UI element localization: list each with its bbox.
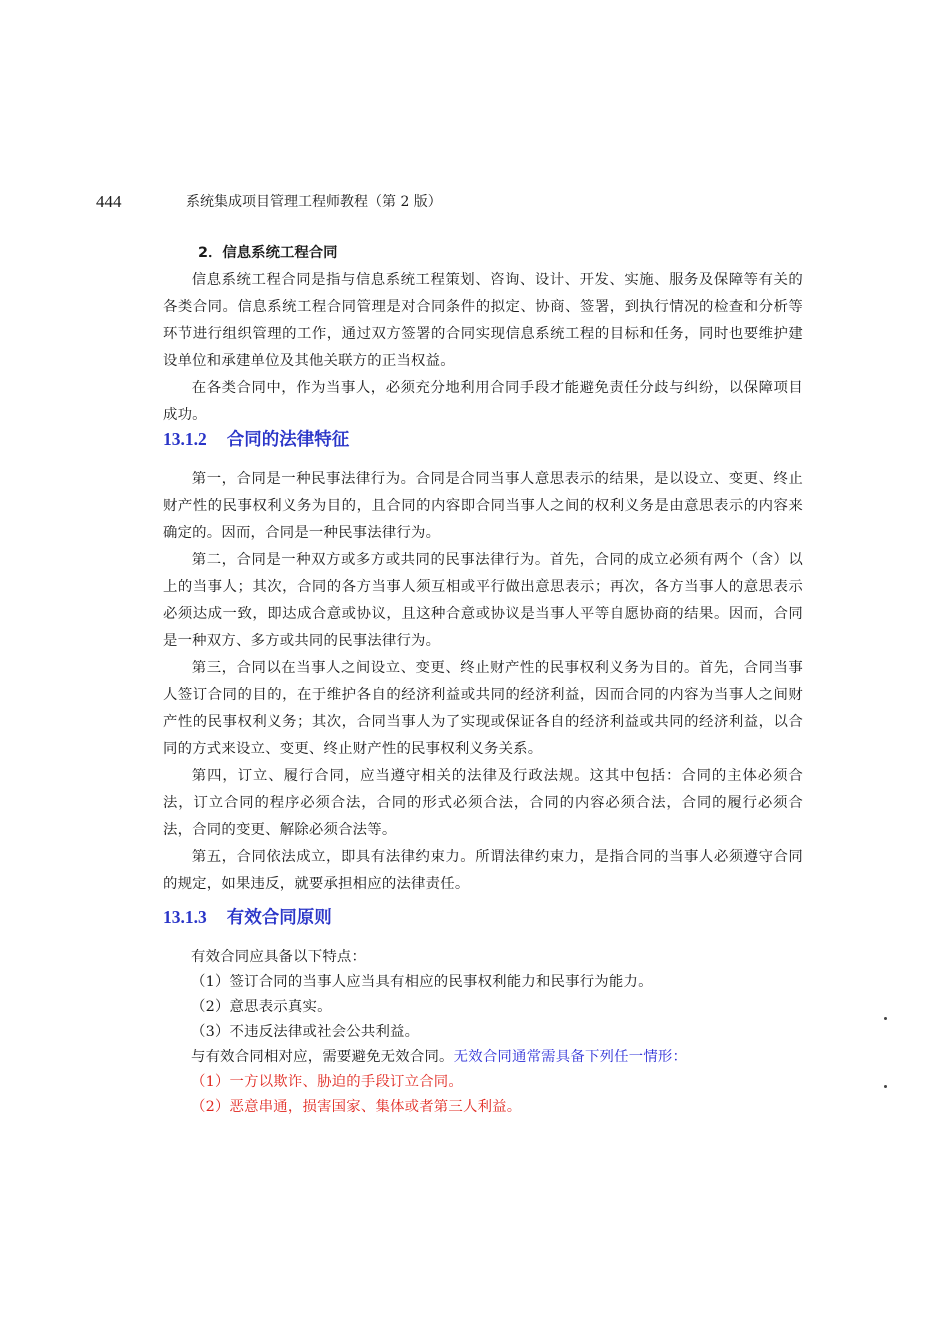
valid-feature-item: （2）意思表示真实。 [191, 999, 332, 1015]
legal-feature-paragraph: 第一，合同是一种民事法律行为。合同是合同当事人意思表示的结果，是以设立、变更、终止财产性的民事权利义务为目的，且合同的内容即合同当事人之间的权利义务是由意思表示的内容来确定的。因而，合同是一种民事法律行为。 [163, 471, 803, 541]
valid-feature-item: （3）不违反法律或社会公共利益。 [191, 1024, 420, 1040]
legal-feature-paragraph: 第二，合同是一种双方或多方或共同的民事法律行为。首先，合同的成立必须有两个（含）以上的当事人；其次，合同的各方当事人须互相或平行做出意思表示；再次，各方当事人的意思表示必须达成一致，即达成合意或协议，且这种合意或协议是当事人平等自愿协商的结果。因而，合同是一种双方、多方或共同的民事法律行为。 [163, 552, 803, 649]
invalid-intro-text: 与有效合同相对应，需要避免无效合同。 [191, 1049, 454, 1065]
legal-feature-paragraph: 第四，订立、履行合同，应当遵守相关的法律及行政法规。这其中包括：合同的主体必须合法，订立合同的程序必须合法，合同的形式必须合法，合同的内容必须合法，合同的履行必须合法，合同的变更、解除必须合法等。 [163, 768, 803, 838]
section-heading-legal-features [163, 426, 349, 453]
invalid-case-item: （1）一方以欺诈、胁迫的手段订立合同。 [191, 1074, 463, 1090]
invalid-intro-highlight: 无效合同通常需具备下列任一情形： [453, 1049, 688, 1065]
invalid-case-item: （2）恶意串通，损害国家、集体或者第三人利益。 [191, 1099, 522, 1115]
legal-feature-paragraph: 第五，合同依法成立，即具有法律约束力。所谓法律约束力，是指合同的当事人必须遵守合同的规定，如果违反，就要承担相应的法律责任。 [163, 849, 803, 892]
section-title: 合同的法律特征 [226, 430, 350, 450]
subheading-contract-types: 2．信息系统工程合同 [198, 245, 338, 261]
legal-feature-paragraph: 第三，合同以在当事人之间设立、变更、终止财产性的民事权利义务为目的。首先，合同当事人签订合同的目的，在于维护各自的经济利益或共同的经济利益，因而合同的内容为当事人之间财产性的民事权利义务；其次，合同当事人为了实现或保证各自的经济利益或共同的经济利益，以合同的方式来设立、变更、终止财产性的民事权利义务关系。 [163, 660, 803, 757]
scan-dot [884, 1085, 887, 1088]
intro-paragraph: 在各类合同中，作为当事人，必须充分地利用合同手段才能避免责任分歧与纠纷，以保障项目成功。 [163, 380, 803, 423]
intro-block [163, 240, 803, 429]
running-title: 系统集成项目管理工程师教程（第 2 版） [186, 194, 442, 210]
invalid-contract-intro [163, 1045, 803, 1070]
intro-paragraph: 信息系统工程合同是指与信息系统工程策划、咨询、设计、开发、实施、服务及保障等有关的各类合同。信息系统工程合同管理是对合同条件的拟定、协商、签署，到执行情况的检查和分析等环节进行组织管理的工作，通过双方签署的合同实现信息系统工程的目标和任务，同时也要维护建设单位和承建单位及其他关联方的正当权益。 [163, 272, 803, 369]
valid-contract-body [163, 945, 803, 1120]
section-number: 13.1.2 [163, 429, 207, 449]
page-number: 444 [96, 192, 122, 211]
section-heading-valid-contract [163, 904, 332, 931]
scan-dot [884, 1017, 887, 1020]
section-title: 有效合同原则 [226, 908, 332, 928]
valid-feature-item: （1）签订合同的当事人应当具有相应的民事权利能力和民事行为能力。 [191, 974, 653, 990]
valid-contract-lead: 有效合同应具备以下特点： [191, 949, 367, 965]
section-number: 13.1.3 [163, 907, 207, 927]
legal-features-body [163, 466, 803, 898]
